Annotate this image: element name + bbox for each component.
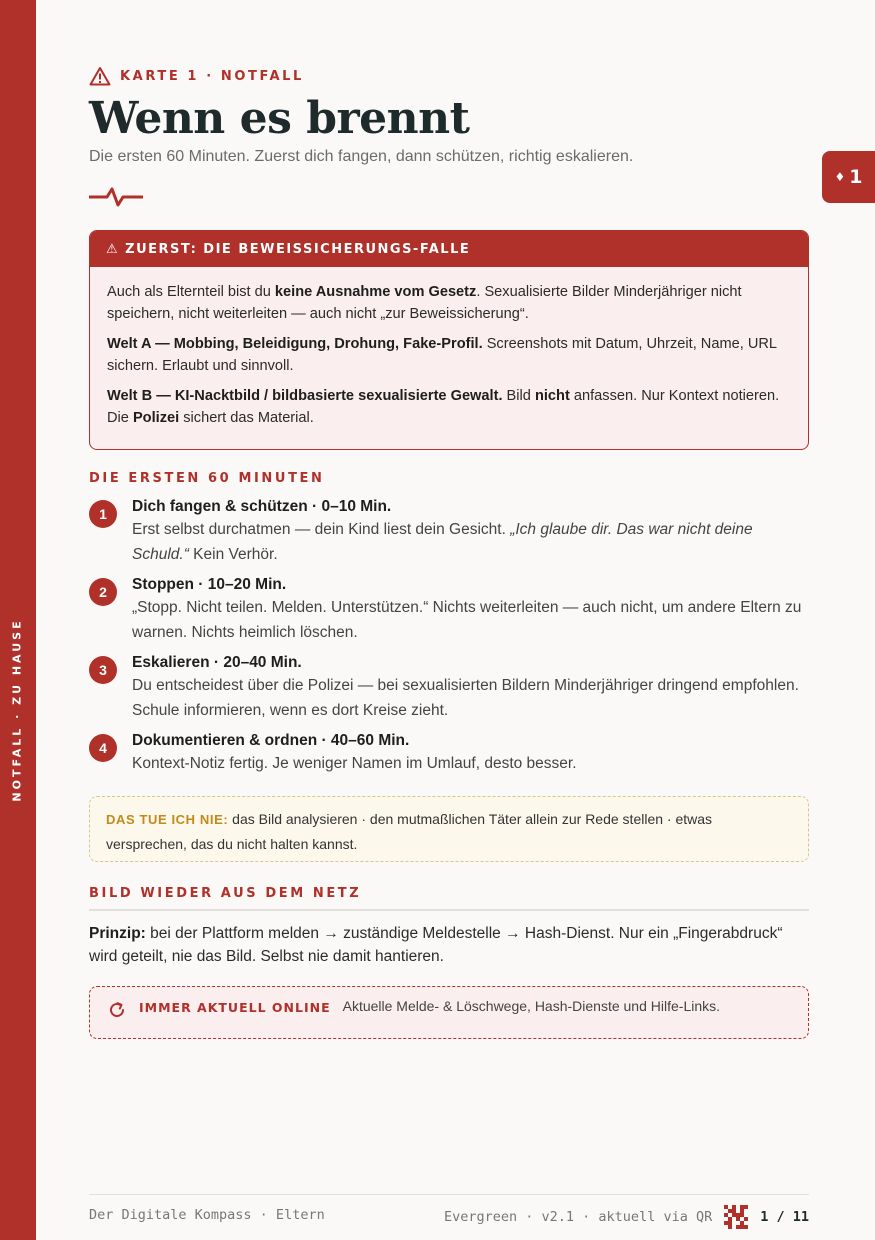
never-do-box [89,796,809,862]
page-subtitle: Die ersten 60 Minuten. Zuerst dich fangen, dann schützen, richtig eskalieren. [89,148,634,165]
step-title: Stoppen · 10–20 Min. [132,576,287,593]
divider [89,909,809,911]
pulse-icon [89,185,143,209]
step-number-badge: 4 [89,734,117,762]
evidence-trap-warning [89,230,809,450]
net-section-label: BILD WIEDER AUS DEM NETZ [89,886,362,901]
card-tab[interactable] [822,151,875,203]
online-text: Aktuelle Melde- & Löschwege, Hash-Dienste und Hilfe-Links. [342,998,721,1014]
qr-code-icon[interactable] [724,1205,748,1229]
step-text: Kontext-Notiz fertig. Je weniger Namen im Umlauf, desto besser. [132,755,577,772]
list-item [89,730,809,777]
list-item [89,652,809,723]
warning-paragraph-law: Auch als Elternteil bist du keine Ausnahme vom Gesetz. Sexualisierte Bilder Minderjähriger nicht speichern, nicht weiterleiten — auch nicht „zur Beweissicherung“. [107,284,742,322]
list-item [89,574,809,645]
never-do-text: das Bild analysieren · den mutmaßlichen Täter allein zur Rede stellen · etwas versprechen, das du nicht halten kannst. [106,811,713,852]
warning-heading: ⚠ ZUERST: DIE BEWEISSICHERUNGS-FALLE [90,231,808,267]
card-tab-number: 1 [849,166,863,188]
online-label: IMMER AKTUELL ONLINE [139,1000,331,1015]
steps-list [89,496,809,784]
minutes-section-label: DIE ERSTEN 60 MINUTEN [89,471,325,486]
step-number-badge: 1 [89,500,117,528]
warning-body [90,267,808,429]
online-link-box[interactable] [89,986,809,1039]
step-title: Dich fangen & schützen · 0–10 Min. [132,498,392,515]
step-text: „Stopp. Nicht teilen. Melden. Unterstützen.“ Nichts weiterleiten — auch nicht, um andere Eltern zu warnen. Nichts heimlich löschen. [132,599,802,641]
step-text: Du entscheidest über die Polizei — bei sexualisierten Bildern Minderjähriger dringend empfohlen. Schule informieren, wenn es dort Kreise zieht. [132,677,799,719]
sidebar-label: NOTFALL · ZU HAUSE [10,618,24,802]
warning-triangle-icon [89,66,111,86]
diamond-icon: ♦ [834,170,846,184]
step-title: Eskalieren · 20–40 Min. [132,654,302,671]
page-number: 1 / 11 [760,1209,809,1225]
footer-brand: Der Digitale Kompass · Eltern [89,1207,325,1223]
card-kicker [89,66,304,86]
warning-paragraph-world-b: Welt B — KI-Nacktbild / bildbasierte sexualisierte Gewalt. Bild nicht anfassen. Nur Kontext notieren. Die Polizei sichert das Material. [107,388,780,426]
page-title: Wenn es brennt [89,93,470,144]
footer-divider [89,1194,809,1195]
refresh-icon [107,1000,127,1020]
never-do-label: DAS TUE ICH NIE: [106,812,229,827]
step-title: Dokumentieren & ordnen · 40–60 Min. [132,732,410,749]
footer-version: Evergreen · v2.1 · aktuell via QR [444,1209,713,1225]
net-principle-text: Prinzip: bei der Plattform melden → zuständige Meldestelle → Hash-Dienst. Nur ein „Fingerabdruck“ wird geteilt, nie das Bild. Selbst nie damit hantieren. [89,925,783,965]
list-item [89,496,809,567]
kicker-label: KARTE 1 · NOTFALL [120,68,304,84]
step-number-badge: 3 [89,656,117,684]
warning-paragraph-world-a: Welt A — Mobbing, Beleidigung, Drohung, Fake-Profil. Screenshots mit Datum, Uhrzeit, Name, URL sichern. Erlaubt und sinnvoll. [107,336,777,374]
step-number-badge: 2 [89,578,117,606]
footer-meta [444,1205,809,1229]
step-text: Erst selbst durchatmen — dein Kind liest dein Gesicht. „Ich glaube dir. Das war nicht deine Schuld.“ Kein Verhör. [132,521,753,563]
